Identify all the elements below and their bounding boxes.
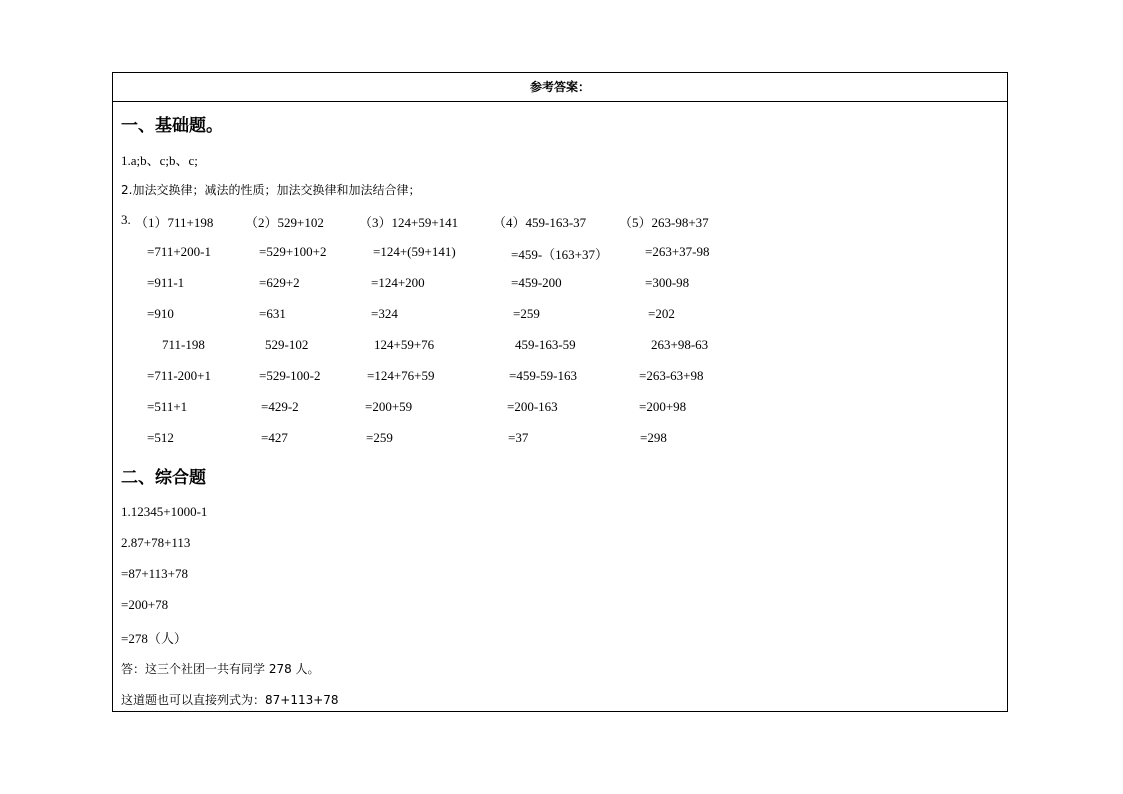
q3-2-heading: （2）529+102 bbox=[245, 215, 324, 230]
q3-2-line: =631 bbox=[259, 306, 286, 321]
q3-2-line: =529-100-2 bbox=[259, 368, 321, 383]
q3-1-line: 711-198 bbox=[162, 337, 205, 352]
q3-5-heading: （5）263-98+37 bbox=[619, 215, 709, 230]
q3-1-line: =910 bbox=[147, 306, 174, 321]
q3-5-line: =263+37-98 bbox=[645, 244, 710, 259]
q3-1-line: =911-1 bbox=[147, 275, 185, 290]
answer-header: 参考答案： bbox=[113, 73, 1007, 102]
section2-line: =278（人） bbox=[121, 631, 187, 646]
q3-1-line: =711+200-1 bbox=[147, 244, 212, 259]
section2-heading: 二、综合题 bbox=[121, 468, 206, 488]
section2-alternative: 这道题也可以直接列式为：87+113+78 bbox=[121, 693, 339, 707]
q3-5-line: =263-63+98 bbox=[639, 368, 704, 383]
q3-2-line: =529+100+2 bbox=[259, 244, 327, 259]
q3-4-line: =259 bbox=[513, 306, 540, 321]
section2-line: 1.12345+1000-1 bbox=[121, 504, 208, 519]
q3-3-line: =124+(59+141) bbox=[373, 244, 456, 259]
answer-sheet bbox=[112, 72, 1008, 712]
q3-5-line: =300-98 bbox=[645, 275, 690, 290]
q3-4-heading: （4）459-163-37 bbox=[493, 215, 587, 230]
q3-3-line: 124+59+76 bbox=[374, 337, 435, 352]
q3-1-heading: （1）711+198 bbox=[135, 215, 214, 230]
q3-3-line: =124+200 bbox=[371, 275, 425, 290]
q3-4-line: =459-（163+37） bbox=[511, 247, 608, 262]
section1-q1: 1.a;b、c;b、c; bbox=[121, 153, 198, 168]
q3-4-line: =200-163 bbox=[507, 399, 558, 414]
q3-1-line: =511+1 bbox=[147, 399, 188, 414]
q3-3-line: =259 bbox=[366, 430, 393, 445]
section1-q3-prefix: 3. bbox=[121, 212, 131, 227]
q3-3-heading: （3）124+59+141 bbox=[359, 215, 459, 230]
q3-4-line: =459-59-163 bbox=[509, 368, 577, 383]
q3-3-line: =124+76+59 bbox=[367, 368, 435, 383]
q3-2-line: =427 bbox=[261, 430, 288, 445]
q3-5-line: 263+98-63 bbox=[651, 337, 709, 352]
q3-2-line: =629+2 bbox=[259, 275, 300, 290]
section2-line: 2.87+78+113 bbox=[121, 535, 191, 550]
section2-line: =200+78 bbox=[121, 597, 169, 612]
section2-line: =87+113+78 bbox=[121, 566, 189, 581]
section1-heading: 一、基础题。 bbox=[121, 116, 223, 136]
q3-2-line: 529-102 bbox=[265, 337, 309, 352]
q3-5-line: =200+98 bbox=[639, 399, 687, 414]
q3-1-line: =512 bbox=[147, 430, 174, 445]
q3-3-line: =324 bbox=[371, 306, 398, 321]
q3-4-line: =37 bbox=[508, 430, 529, 445]
q3-4-line: =459-200 bbox=[511, 275, 562, 290]
q3-5-line: =298 bbox=[640, 430, 667, 445]
section2-answer: 答：这三个社团一共有同学 278 人。 bbox=[121, 662, 320, 676]
q3-2-line: =429-2 bbox=[261, 399, 299, 414]
q3-3-line: =200+59 bbox=[365, 399, 413, 414]
q3-1-line: =711-200+1 bbox=[147, 368, 212, 383]
section1-q2: 2.加法交换律；减法的性质；加法交换律和加法结合律； bbox=[121, 183, 421, 197]
q3-4-line: 459-163-59 bbox=[515, 337, 576, 352]
q3-5-line: =202 bbox=[648, 306, 675, 321]
